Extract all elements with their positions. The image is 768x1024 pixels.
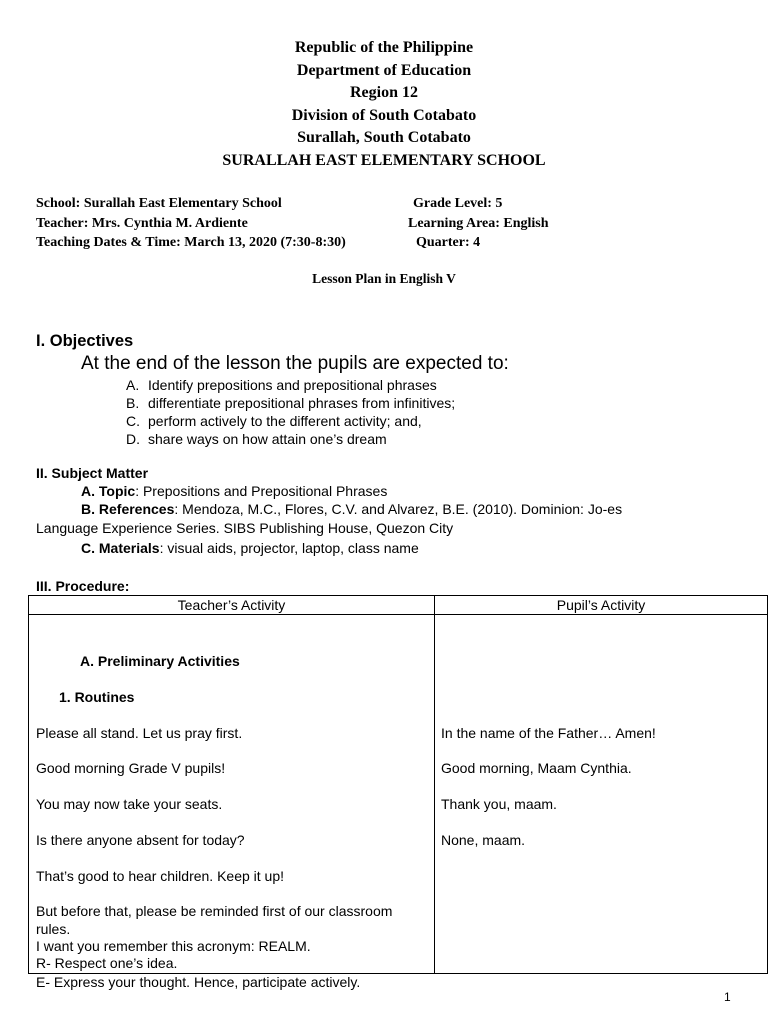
table-row — [29, 615, 768, 974]
pupil-line: None, maam. — [441, 832, 526, 848]
objective-item: A. Identify prepositions and prepositional phrases — [126, 377, 437, 393]
pupil-line: Thank you, maam. — [441, 796, 557, 812]
subject-references — [81, 500, 622, 519]
teacher-line: rules. — [36, 921, 71, 937]
info-school: School: Surallah East Elementary School — [36, 196, 282, 211]
header-municipality: Surallah, South Cotabato — [297, 129, 471, 146]
objectives-heading: I. Objectives — [36, 332, 134, 350]
teacher-line: Please all stand. Let us pray first. — [36, 725, 243, 741]
objectives-list — [126, 376, 455, 448]
objectives-intro: At the end of the lesson the pupils are expected to: — [81, 353, 509, 374]
page-number: 1 — [724, 990, 731, 1004]
pupil-activity-cell — [435, 615, 768, 974]
info-dates: Teaching Dates & Time: March 13, 2020 (7:30-8:30) — [36, 235, 346, 250]
lesson-info — [36, 194, 736, 253]
info-quarter: Quarter: 4 — [416, 235, 481, 250]
header-school-name: SURALLAH EAST ELEMENTARY SCHOOL — [222, 151, 546, 169]
subject-materials — [81, 539, 419, 558]
column-header-pupil: Pupil’s Activity — [435, 596, 768, 615]
objective-item: D. share ways on how attain one’s dream — [126, 431, 387, 447]
table-header-row — [29, 596, 768, 615]
references-value: : Mendoza, M.C., Flores, C.V. and Alvarez, B.E. (2010). Dominion: Jo-es — [174, 501, 623, 517]
topic-value: : Prepositions and Prepositional Phrases — [135, 483, 388, 499]
pupil-line: Good morning, Maam Cynthia. — [441, 760, 632, 776]
materials-value: : visual aids, projector, laptop, class name — [159, 540, 419, 556]
document-header — [0, 37, 768, 172]
subject-topic — [81, 482, 387, 501]
section-preliminary-activities: A. Preliminary Activities — [80, 653, 240, 669]
header-country: Republic of the Philippine — [294, 39, 474, 56]
header-region: Region 12 — [350, 84, 418, 101]
teacher-activity-cell — [29, 615, 435, 990]
info-grade-level: Grade Level: 5 — [413, 196, 503, 211]
lesson-title: Lesson Plan in English V — [312, 271, 456, 286]
teacher-line: R- Respect one’s idea. — [36, 955, 178, 971]
info-learning-area: Learning Area: English — [408, 215, 549, 231]
teacher-line: That’s good to hear children. Keep it up! — [36, 868, 285, 884]
subject-matter-heading: II. Subject Matter — [36, 465, 149, 481]
teacher-line: You may now take your seats. — [36, 796, 223, 812]
procedure-table — [28, 595, 768, 990]
teacher-line: E- Express your thought. Hence, participate actively. — [36, 974, 361, 990]
header-division: Division of South Cotabato — [291, 106, 477, 124]
teacher-line: Is there anyone absent for today? — [36, 832, 245, 848]
references-label: B. References — [81, 501, 175, 517]
teacher-line: But before that, please be reminded first of our classroom — [36, 903, 393, 919]
objective-item: B. differentiate prepositional phrases from infinitives; — [126, 395, 456, 411]
teacher-line: I want you remember this acronym: REALM. — [36, 938, 311, 954]
procedure-heading: III. Procedure: — [36, 578, 130, 594]
objective-item: C. perform actively to the different activity; and, — [126, 413, 422, 429]
column-header-teacher: Teacher’s Activity — [29, 596, 435, 615]
topic-label: A. Topic — [81, 483, 136, 499]
subsection-routines: 1. Routines — [59, 689, 135, 705]
header-department: Department of Education — [296, 61, 472, 79]
info-teacher: Teacher: Mrs. Cynthia M. Ardiente — [36, 215, 248, 231]
materials-label: C. Materials — [81, 540, 160, 556]
subject-references-continued: Language Experience Series. SIBS Publishing House, Quezon City — [36, 520, 454, 536]
teacher-line: Good morning Grade V pupils! — [36, 760, 226, 776]
pupil-line: In the name of the Father… Amen! — [441, 725, 656, 741]
